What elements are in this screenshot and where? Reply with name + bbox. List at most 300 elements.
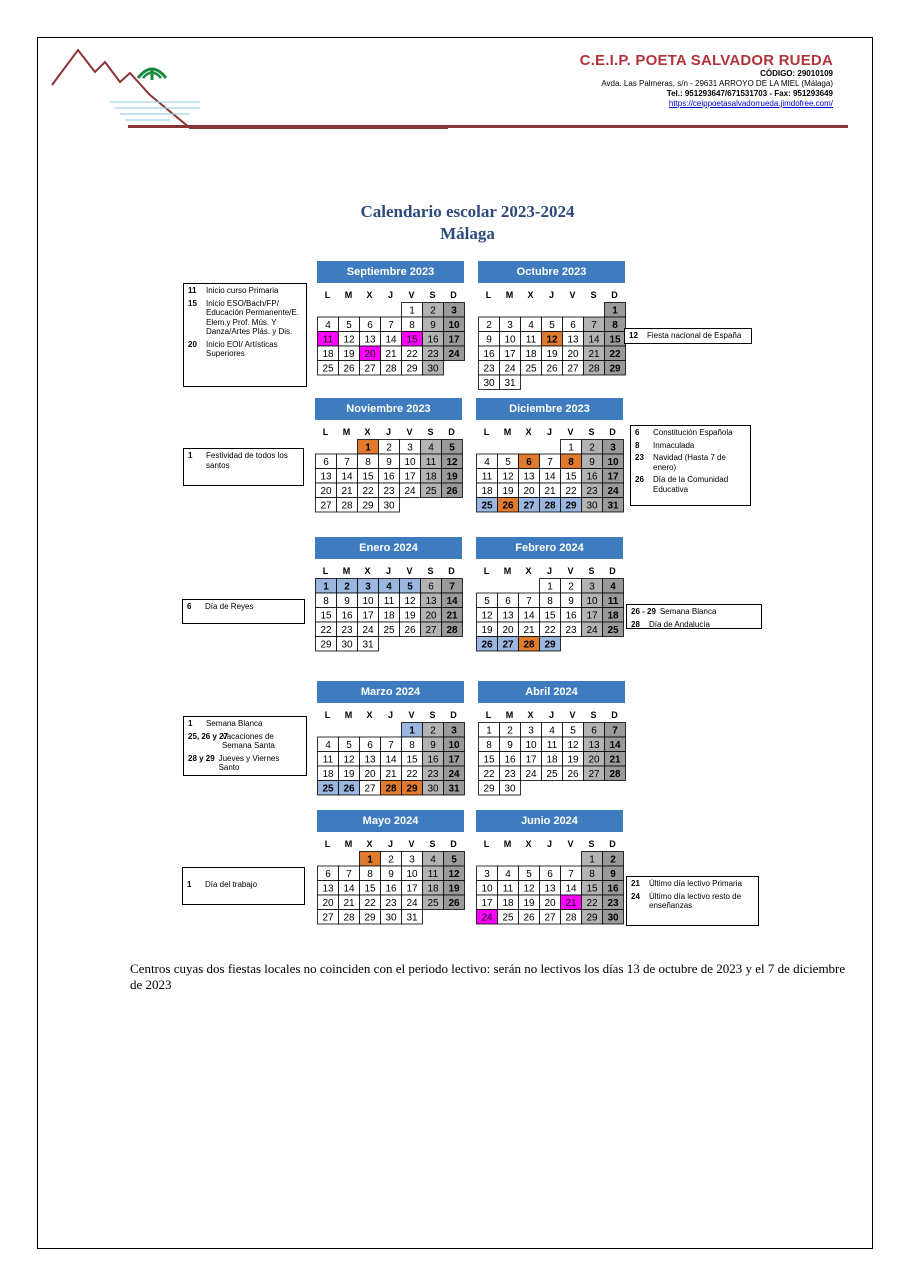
- legend-day: 20: [188, 339, 197, 349]
- legend-day: 26: [635, 475, 644, 484]
- day-cell: [400, 622, 421, 637]
- weekday-label: J: [548, 290, 554, 300]
- day-number: 27: [502, 639, 514, 651]
- day-cell: [339, 737, 360, 752]
- day-number: 25: [502, 912, 514, 924]
- day-number: 9: [568, 596, 574, 607]
- day-cell: [360, 881, 381, 896]
- day-number: 27: [544, 912, 556, 924]
- day-number: 19: [481, 625, 493, 636]
- day-number: 24: [448, 349, 460, 360]
- day-number: 5: [407, 581, 413, 593]
- day-cell: [582, 622, 603, 637]
- day-number: 4: [528, 320, 534, 331]
- weekday-label: J: [387, 710, 393, 720]
- day-number: 29: [406, 363, 418, 375]
- day-cell: [360, 752, 381, 767]
- legend-marzo: [183, 716, 307, 776]
- day-cell: [400, 483, 421, 498]
- day-number: 9: [430, 320, 436, 331]
- day-cell: [400, 593, 421, 608]
- day-cell: [316, 637, 337, 652]
- day-number: 21: [523, 625, 535, 636]
- day-cell: [318, 346, 339, 361]
- day-cell: [379, 483, 400, 498]
- day-number: 4: [484, 457, 490, 468]
- day-number: 17: [406, 883, 418, 895]
- day-number: 19: [343, 769, 355, 780]
- day-cell: [381, 346, 402, 361]
- day-number: 16: [427, 334, 439, 346]
- day-cell: [582, 881, 603, 896]
- day-number: 2: [568, 581, 574, 593]
- day-cell: [444, 781, 465, 796]
- day-number: 29: [586, 912, 598, 924]
- day-number: 9: [507, 740, 513, 751]
- day-cell: [402, 766, 423, 781]
- day-cell: [542, 332, 563, 347]
- legend-day: 11: [188, 286, 197, 295]
- day-cell: [603, 895, 624, 910]
- day-cell: [500, 752, 521, 767]
- day-cell: [316, 498, 337, 513]
- day-cell: [500, 375, 521, 390]
- day-number: 9: [344, 596, 350, 607]
- day-cell: [423, 361, 444, 376]
- day-number: 18: [546, 754, 558, 766]
- day-number: 12: [404, 596, 416, 607]
- weekday-label: L: [324, 290, 331, 300]
- day-cell: [423, 737, 444, 752]
- day-cell: [339, 866, 360, 881]
- day-number: 3: [365, 581, 371, 593]
- day-cell: [519, 910, 540, 925]
- day-cell: [603, 483, 624, 498]
- day-cell: [400, 454, 421, 469]
- day-number: 14: [523, 610, 535, 622]
- day-number: 18: [607, 610, 619, 622]
- day-number: 4: [610, 581, 616, 593]
- day-number: 26: [481, 639, 493, 651]
- day-cell: [360, 346, 381, 361]
- day-cell: [423, 866, 444, 881]
- day-number: 12: [523, 883, 535, 895]
- day-number: 18: [427, 883, 439, 895]
- legend-text: Día de Reyes: [205, 602, 254, 611]
- legend-entry: [188, 719, 302, 729]
- day-cell: [519, 866, 540, 881]
- day-number: 14: [565, 883, 577, 895]
- day-cell: [519, 622, 540, 637]
- day-number: 4: [325, 740, 331, 751]
- day-cell: [563, 332, 584, 347]
- day-number: 10: [504, 334, 516, 346]
- day-number: 21: [565, 898, 577, 909]
- day-cell: [444, 317, 465, 332]
- day-number: 26: [343, 363, 355, 375]
- mountain-line: [52, 50, 448, 128]
- day-number: 13: [502, 610, 514, 622]
- day-number: 1: [367, 854, 373, 866]
- weekday-label: V: [406, 427, 413, 437]
- month-marzo: [317, 681, 464, 796]
- day-number: 24: [504, 363, 516, 375]
- day-cell: [498, 593, 519, 608]
- day-number: 5: [346, 320, 352, 331]
- day-cell: [542, 723, 563, 738]
- legend-text: Día de Andalucía: [649, 619, 710, 629]
- day-cell: [540, 498, 561, 513]
- day-number: 10: [586, 596, 598, 607]
- day-cell: [339, 910, 360, 925]
- weekday-label: M: [505, 290, 514, 300]
- month-title: Diciembre 2023: [476, 398, 623, 420]
- day-cell: [500, 361, 521, 376]
- day-cell: [381, 852, 402, 867]
- day-cell: [444, 752, 465, 767]
- day-number: 10: [481, 883, 493, 895]
- day-number: 24: [448, 769, 460, 780]
- day-number: 4: [430, 854, 436, 866]
- day-number: 22: [406, 349, 418, 360]
- day-cell: [479, 752, 500, 767]
- day-number: 31: [504, 378, 516, 389]
- day-number: 26: [523, 912, 535, 924]
- day-cell: [500, 317, 521, 332]
- day-cell: [603, 440, 624, 455]
- day-number: 14: [343, 883, 355, 895]
- day-cell: [542, 766, 563, 781]
- day-number: 16: [504, 754, 516, 766]
- day-cell: [381, 737, 402, 752]
- day-number: 29: [364, 912, 376, 924]
- day-number: 5: [346, 740, 352, 751]
- day-number: 21: [343, 898, 355, 909]
- day-number: 26: [446, 486, 458, 497]
- day-cell: [603, 593, 624, 608]
- day-cell: [603, 622, 624, 637]
- day-cell: [542, 737, 563, 752]
- weekday-label: J: [387, 290, 393, 300]
- weekday-label: D: [450, 710, 457, 720]
- day-number: 20: [320, 486, 332, 497]
- legend-text: Semana Blanca: [659, 607, 717, 616]
- day-cell: [582, 608, 603, 623]
- legend-noviembre: [183, 448, 304, 486]
- day-cell: [421, 608, 442, 623]
- day-cell: [582, 910, 603, 925]
- day-cell: [605, 752, 626, 767]
- day-number: 26: [502, 500, 514, 512]
- day-cell: [360, 317, 381, 332]
- day-cell: [358, 579, 379, 594]
- day-cell: [318, 737, 339, 752]
- day-cell: [540, 593, 561, 608]
- day-number: 13: [523, 471, 535, 483]
- weekday-label: V: [567, 427, 574, 437]
- day-cell: [519, 593, 540, 608]
- day-cell: [519, 608, 540, 623]
- legend-entry: [635, 428, 746, 438]
- day-number: 24: [525, 769, 537, 780]
- legend-enero: [182, 599, 305, 624]
- day-number: 16: [607, 883, 619, 895]
- day-cell: [498, 608, 519, 623]
- weekday-label: X: [527, 710, 534, 720]
- day-cell: [402, 866, 423, 881]
- day-cell: [421, 622, 442, 637]
- day-number: 31: [362, 639, 374, 651]
- day-number: 17: [481, 898, 493, 909]
- day-cell: [337, 469, 358, 484]
- weekday-header: [478, 708, 625, 722]
- day-number: 23: [385, 898, 397, 909]
- day-cell: [358, 469, 379, 484]
- weekday-label: L: [324, 710, 331, 720]
- day-number: 8: [547, 596, 553, 607]
- day-number: 7: [449, 581, 455, 593]
- day-cell: [563, 723, 584, 738]
- day-cell: [444, 737, 465, 752]
- day-number: 22: [544, 625, 556, 636]
- day-cell: [603, 910, 624, 925]
- day-number: 4: [386, 581, 392, 593]
- day-number: 23: [607, 898, 619, 909]
- day-number: 8: [367, 869, 373, 880]
- day-number: 2: [386, 442, 392, 454]
- month-title: Febrero 2024: [476, 537, 623, 559]
- day-cell: [318, 881, 339, 896]
- day-number: 18: [322, 349, 334, 360]
- weekday-label: M: [344, 290, 353, 300]
- day-number: 19: [502, 486, 514, 497]
- weekday-label: D: [448, 566, 455, 576]
- weekday-label: M: [342, 566, 351, 576]
- day-cell: [316, 483, 337, 498]
- day-number: 16: [385, 883, 397, 895]
- day-cell: [521, 737, 542, 752]
- legend-entry: [188, 732, 302, 751]
- day-cell: [379, 608, 400, 623]
- weekday-label: M: [342, 427, 351, 437]
- day-number: 17: [607, 471, 619, 483]
- day-number: 30: [385, 912, 397, 924]
- day-cell: [337, 483, 358, 498]
- day-cell: [444, 723, 465, 738]
- day-number: 20: [567, 349, 579, 360]
- day-number: 20: [544, 898, 556, 909]
- weekday-label: S: [588, 427, 595, 437]
- weekday-label: D: [611, 290, 618, 300]
- day-number: 12: [546, 334, 558, 346]
- day-cell: [561, 440, 582, 455]
- weekday-label: M: [503, 566, 512, 576]
- day-cell: [421, 579, 442, 594]
- legend-day: 1: [188, 451, 193, 460]
- weekday-header: [317, 708, 464, 722]
- day-number: 31: [607, 500, 619, 512]
- day-cell: [339, 346, 360, 361]
- day-cell: [421, 469, 442, 484]
- day-number: 9: [486, 334, 492, 346]
- legend-day: 6: [635, 428, 640, 437]
- day-number: 29: [544, 639, 556, 651]
- day-cell: [542, 361, 563, 376]
- day-cell: [563, 346, 584, 361]
- day-number: 16: [341, 610, 353, 622]
- day-number: 4: [325, 320, 331, 331]
- day-cell: [442, 483, 463, 498]
- day-number: 2: [430, 305, 436, 317]
- day-number: 23: [383, 486, 395, 497]
- weekday-label: L: [483, 427, 490, 437]
- day-cell: [561, 895, 582, 910]
- day-cell: [318, 317, 339, 332]
- weekday-label: S: [427, 566, 434, 576]
- day-cell: [477, 881, 498, 896]
- day-number: 31: [448, 783, 460, 795]
- day-cell: [521, 332, 542, 347]
- day-number: 3: [451, 305, 457, 317]
- day-cell: [582, 483, 603, 498]
- legend-day: 28: [631, 619, 640, 629]
- day-cell: [318, 766, 339, 781]
- day-cell: [421, 440, 442, 455]
- day-cell: [318, 910, 339, 925]
- day-cell: [500, 737, 521, 752]
- month-diciembre: [476, 398, 623, 513]
- day-number: 25: [607, 625, 619, 636]
- legend-octubre: [624, 328, 752, 344]
- day-number: 22: [406, 769, 418, 780]
- day-number: 28: [565, 912, 577, 924]
- day-cell: [360, 910, 381, 925]
- day-cell: [477, 469, 498, 484]
- day-cell: [605, 317, 626, 332]
- legend-day: 1: [187, 880, 192, 889]
- day-cell: [442, 469, 463, 484]
- day-cell: [339, 881, 360, 896]
- day-number: 26: [546, 363, 558, 375]
- day-number: 29: [609, 363, 621, 375]
- day-cell: [561, 910, 582, 925]
- legend-entry: [631, 879, 754, 889]
- day-cell: [542, 752, 563, 767]
- legend-day: 28 y 29: [188, 753, 215, 763]
- day-number: 10: [406, 869, 418, 880]
- legend-entry: [635, 453, 746, 472]
- legend-text: Inicio ESO/Bach/FP/ Educación Permanente/E. Elem.y Prof. Mús. Y Danza/Artes Plás. y Dis.: [206, 298, 299, 336]
- day-cell: [561, 622, 582, 637]
- day-number: 11: [502, 883, 514, 895]
- day-cell: [477, 483, 498, 498]
- day-cell: [540, 866, 561, 881]
- legend-text: Último día lectivo Primaria: [649, 879, 742, 888]
- weekday-label: S: [429, 710, 436, 720]
- day-cell: [402, 723, 423, 738]
- day-number: 28: [385, 363, 397, 375]
- legend-day: 26 - 29: [631, 607, 656, 616]
- legend-junio: [626, 876, 759, 926]
- day-cell: [339, 781, 360, 796]
- legend-text: Fiesta nacional de España: [647, 331, 742, 340]
- month-grid: [317, 722, 465, 796]
- day-number: 18: [525, 349, 537, 360]
- day-number: 20: [364, 769, 376, 780]
- day-number: 10: [607, 457, 619, 468]
- day-cell: [337, 622, 358, 637]
- day-number: 5: [449, 442, 455, 454]
- month-title: Junio 2024: [476, 810, 623, 832]
- day-number: 8: [612, 320, 618, 331]
- school-name: C.E.I.P. POETA SALVADOR RUEDA: [579, 52, 833, 69]
- month-grid: [478, 722, 626, 796]
- day-cell: [318, 781, 339, 796]
- day-cell: [423, 881, 444, 896]
- day-cell: [358, 440, 379, 455]
- day-number: 21: [446, 610, 458, 622]
- day-number: 27: [425, 625, 437, 636]
- day-number: 28: [588, 363, 600, 375]
- day-number: 11: [322, 334, 334, 346]
- day-cell: [603, 498, 624, 513]
- day-cell: [479, 317, 500, 332]
- day-number: 5: [526, 869, 532, 880]
- day-cell: [521, 346, 542, 361]
- day-cell: [318, 895, 339, 910]
- day-cell: [603, 608, 624, 623]
- day-cell: [402, 361, 423, 376]
- day-number: 23: [427, 769, 439, 780]
- legend-day: 1: [188, 719, 193, 728]
- day-cell: [582, 498, 603, 513]
- day-number: 23: [586, 486, 598, 497]
- day-cell: [561, 579, 582, 594]
- day-cell: [584, 346, 605, 361]
- month-title: Marzo 2024: [317, 681, 464, 703]
- day-number: 15: [362, 471, 374, 483]
- day-cell: [316, 593, 337, 608]
- day-cell: [360, 737, 381, 752]
- day-cell: [477, 608, 498, 623]
- weekday-label: J: [548, 710, 554, 720]
- weekday-label: D: [609, 839, 616, 849]
- day-number: 17: [504, 349, 516, 360]
- day-number: 21: [609, 754, 621, 766]
- legend-entry: [631, 607, 757, 617]
- weekday-label: J: [546, 427, 552, 437]
- day-cell: [381, 361, 402, 376]
- day-cell: [423, 852, 444, 867]
- day-number: 14: [609, 740, 621, 751]
- month-enero: [315, 537, 462, 652]
- day-number: 30: [504, 783, 516, 795]
- day-number: 1: [409, 725, 415, 737]
- day-cell: [519, 637, 540, 652]
- day-cell: [540, 469, 561, 484]
- legend-text: Día del trabajo: [205, 880, 258, 889]
- weekday-label: D: [450, 839, 457, 849]
- weekday-label: J: [546, 566, 552, 576]
- day-number: 11: [607, 596, 619, 607]
- school-website-link[interactable]: https://ceippoetasalvadorrueda.jimdofree.com/: [668, 99, 833, 108]
- day-cell: [337, 637, 358, 652]
- day-number: 2: [589, 442, 595, 454]
- day-cell: [519, 483, 540, 498]
- day-cell: [498, 881, 519, 896]
- day-cell: [582, 579, 603, 594]
- day-cell: [582, 895, 603, 910]
